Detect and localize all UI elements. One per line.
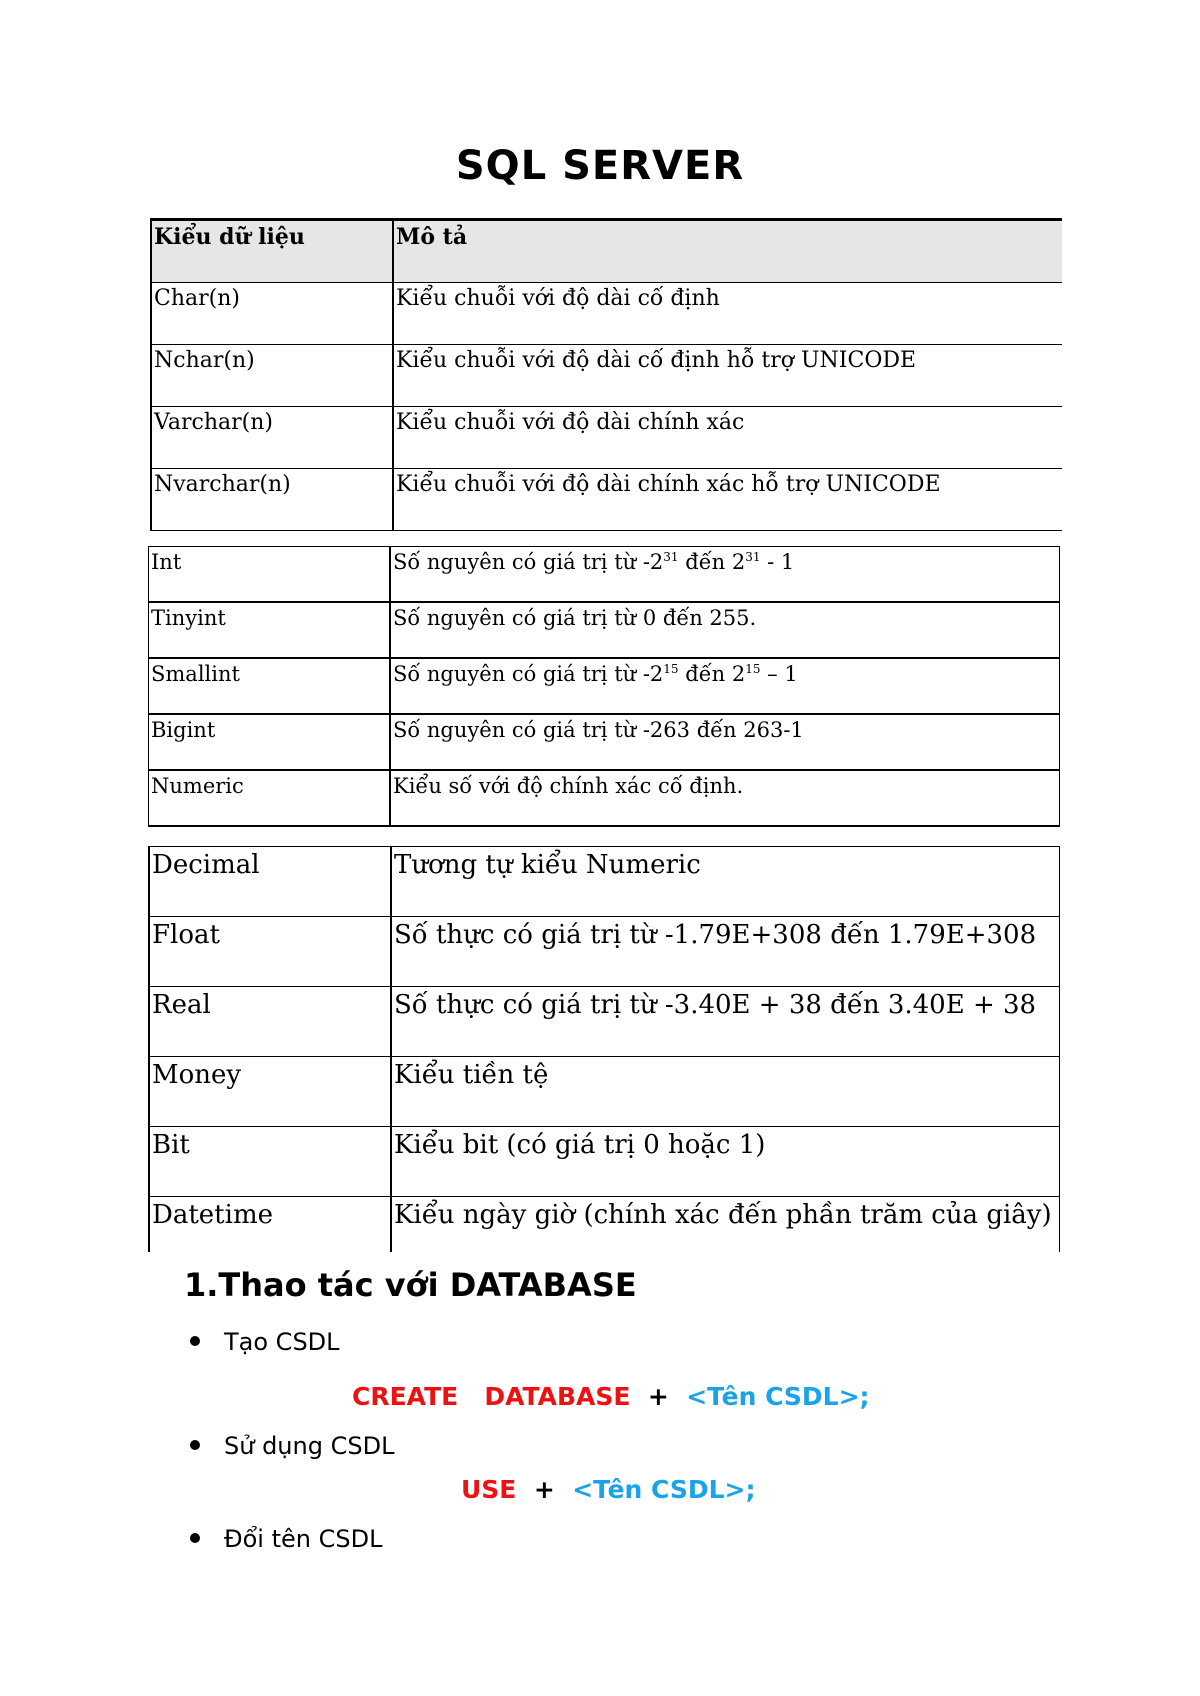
- table-row: [149, 1197, 1060, 1253]
- sql-keyword: CREATE DATABASE: [352, 1382, 631, 1411]
- type-cell: Bit: [149, 1127, 391, 1197]
- desc-cell: Số thực có giá trị từ -1.79E+308 đến 1.79E+308: [391, 917, 1060, 987]
- table-row: [149, 847, 1060, 917]
- desc-cell: Số nguyên có giá trị từ 0 đến 255.: [390, 602, 1060, 658]
- type-cell: Decimal: [149, 847, 391, 917]
- table-row: [151, 283, 1062, 345]
- type-cell: Float: [149, 917, 391, 987]
- desc-cell: Kiểu bit (có giá trị 0 hoặc 1): [391, 1127, 1060, 1197]
- type-cell: Real: [149, 987, 391, 1057]
- table-row: [151, 469, 1062, 531]
- list-item: Sử dụng CSDL: [190, 1432, 394, 1460]
- desc-cell: Kiểu chuỗi với độ dài cố định: [393, 283, 1062, 345]
- type-cell: Varchar(n): [151, 407, 393, 469]
- desc-cell: Kiểu chuỗi với độ dài chính xác hỗ trợ UNICODE: [393, 469, 1062, 531]
- desc-cell: Số nguyên có giá trị từ -263 đến 263-1: [390, 714, 1060, 770]
- table-row: [149, 1057, 1060, 1127]
- type-cell: Numeric: [149, 770, 391, 826]
- desc-cell: Kiểu ngày giờ (chính xác đến phần trăm của giây): [391, 1197, 1060, 1253]
- type-cell: Datetime: [149, 1197, 391, 1253]
- table-row: [151, 407, 1062, 469]
- section-heading: 1.Thao tác với DATABASE: [184, 1266, 637, 1304]
- table-row: [149, 1127, 1060, 1197]
- plus-sign: +: [647, 1382, 669, 1411]
- table-row: [149, 714, 1060, 770]
- desc-cell: Số nguyên có giá trị từ $-2^{31}$ đến $2^{31} - 1$: [390, 547, 1060, 603]
- string-types-table: [150, 218, 1062, 531]
- table-row: [149, 658, 1060, 714]
- table-row: [149, 547, 1060, 603]
- bullet-icon: [190, 1533, 200, 1543]
- list-item: Tạo CSDL: [190, 1328, 340, 1356]
- sql-keyword: USE: [461, 1475, 517, 1504]
- code-create-database: [352, 1382, 870, 1411]
- table-row: [149, 770, 1060, 826]
- type-cell: Nchar(n): [151, 345, 393, 407]
- header-cell: Mô tả: [393, 220, 1062, 283]
- sql-placeholder: <Tên CSDL>;: [686, 1382, 870, 1411]
- table-row: [151, 345, 1062, 407]
- type-cell: Money: [149, 1057, 391, 1127]
- type-cell: Bigint: [149, 714, 391, 770]
- header-cell: Kiểu dữ liệu: [151, 220, 393, 283]
- type-cell: Int: [149, 547, 391, 603]
- table-row: [149, 602, 1060, 658]
- type-cell: Tinyint: [149, 602, 391, 658]
- page-title: SQL SERVER: [455, 143, 745, 189]
- table-row: [149, 987, 1060, 1057]
- desc-cell: Kiểu tiền tệ: [391, 1057, 1060, 1127]
- desc-cell: Tương tự kiểu Numeric: [391, 847, 1060, 917]
- type-cell: Char(n): [151, 283, 393, 345]
- table-header-row: [151, 220, 1062, 283]
- desc-cell: Số nguyên có giá trị từ $-2^{15}$ đến $2^{15} - 1$: [390, 658, 1060, 714]
- plus-sign: +: [533, 1475, 555, 1504]
- numeric-types-table: [148, 846, 1060, 1252]
- bullet-icon: [190, 1440, 200, 1450]
- type-cell: Nvarchar(n): [151, 469, 393, 531]
- list-item: Đổi tên CSDL: [190, 1525, 382, 1553]
- integer-types-table: [148, 546, 1060, 827]
- desc-cell: Kiểu chuỗi với độ dài chính xác: [393, 407, 1062, 469]
- table-row: [149, 917, 1060, 987]
- code-use-database: [461, 1475, 756, 1504]
- type-cell: Smallint: [149, 658, 391, 714]
- desc-cell: Kiểu số với độ chính xác cố định.: [390, 770, 1060, 826]
- desc-cell: Kiểu chuỗi với độ dài cố định hỗ trợ UNICODE: [393, 345, 1062, 407]
- sql-placeholder: <Tên CSDL>;: [572, 1475, 756, 1504]
- desc-cell: Số thực có giá trị từ -3.40E + 38 đến 3.40E + 38: [391, 987, 1060, 1057]
- bullet-icon: [190, 1336, 200, 1346]
